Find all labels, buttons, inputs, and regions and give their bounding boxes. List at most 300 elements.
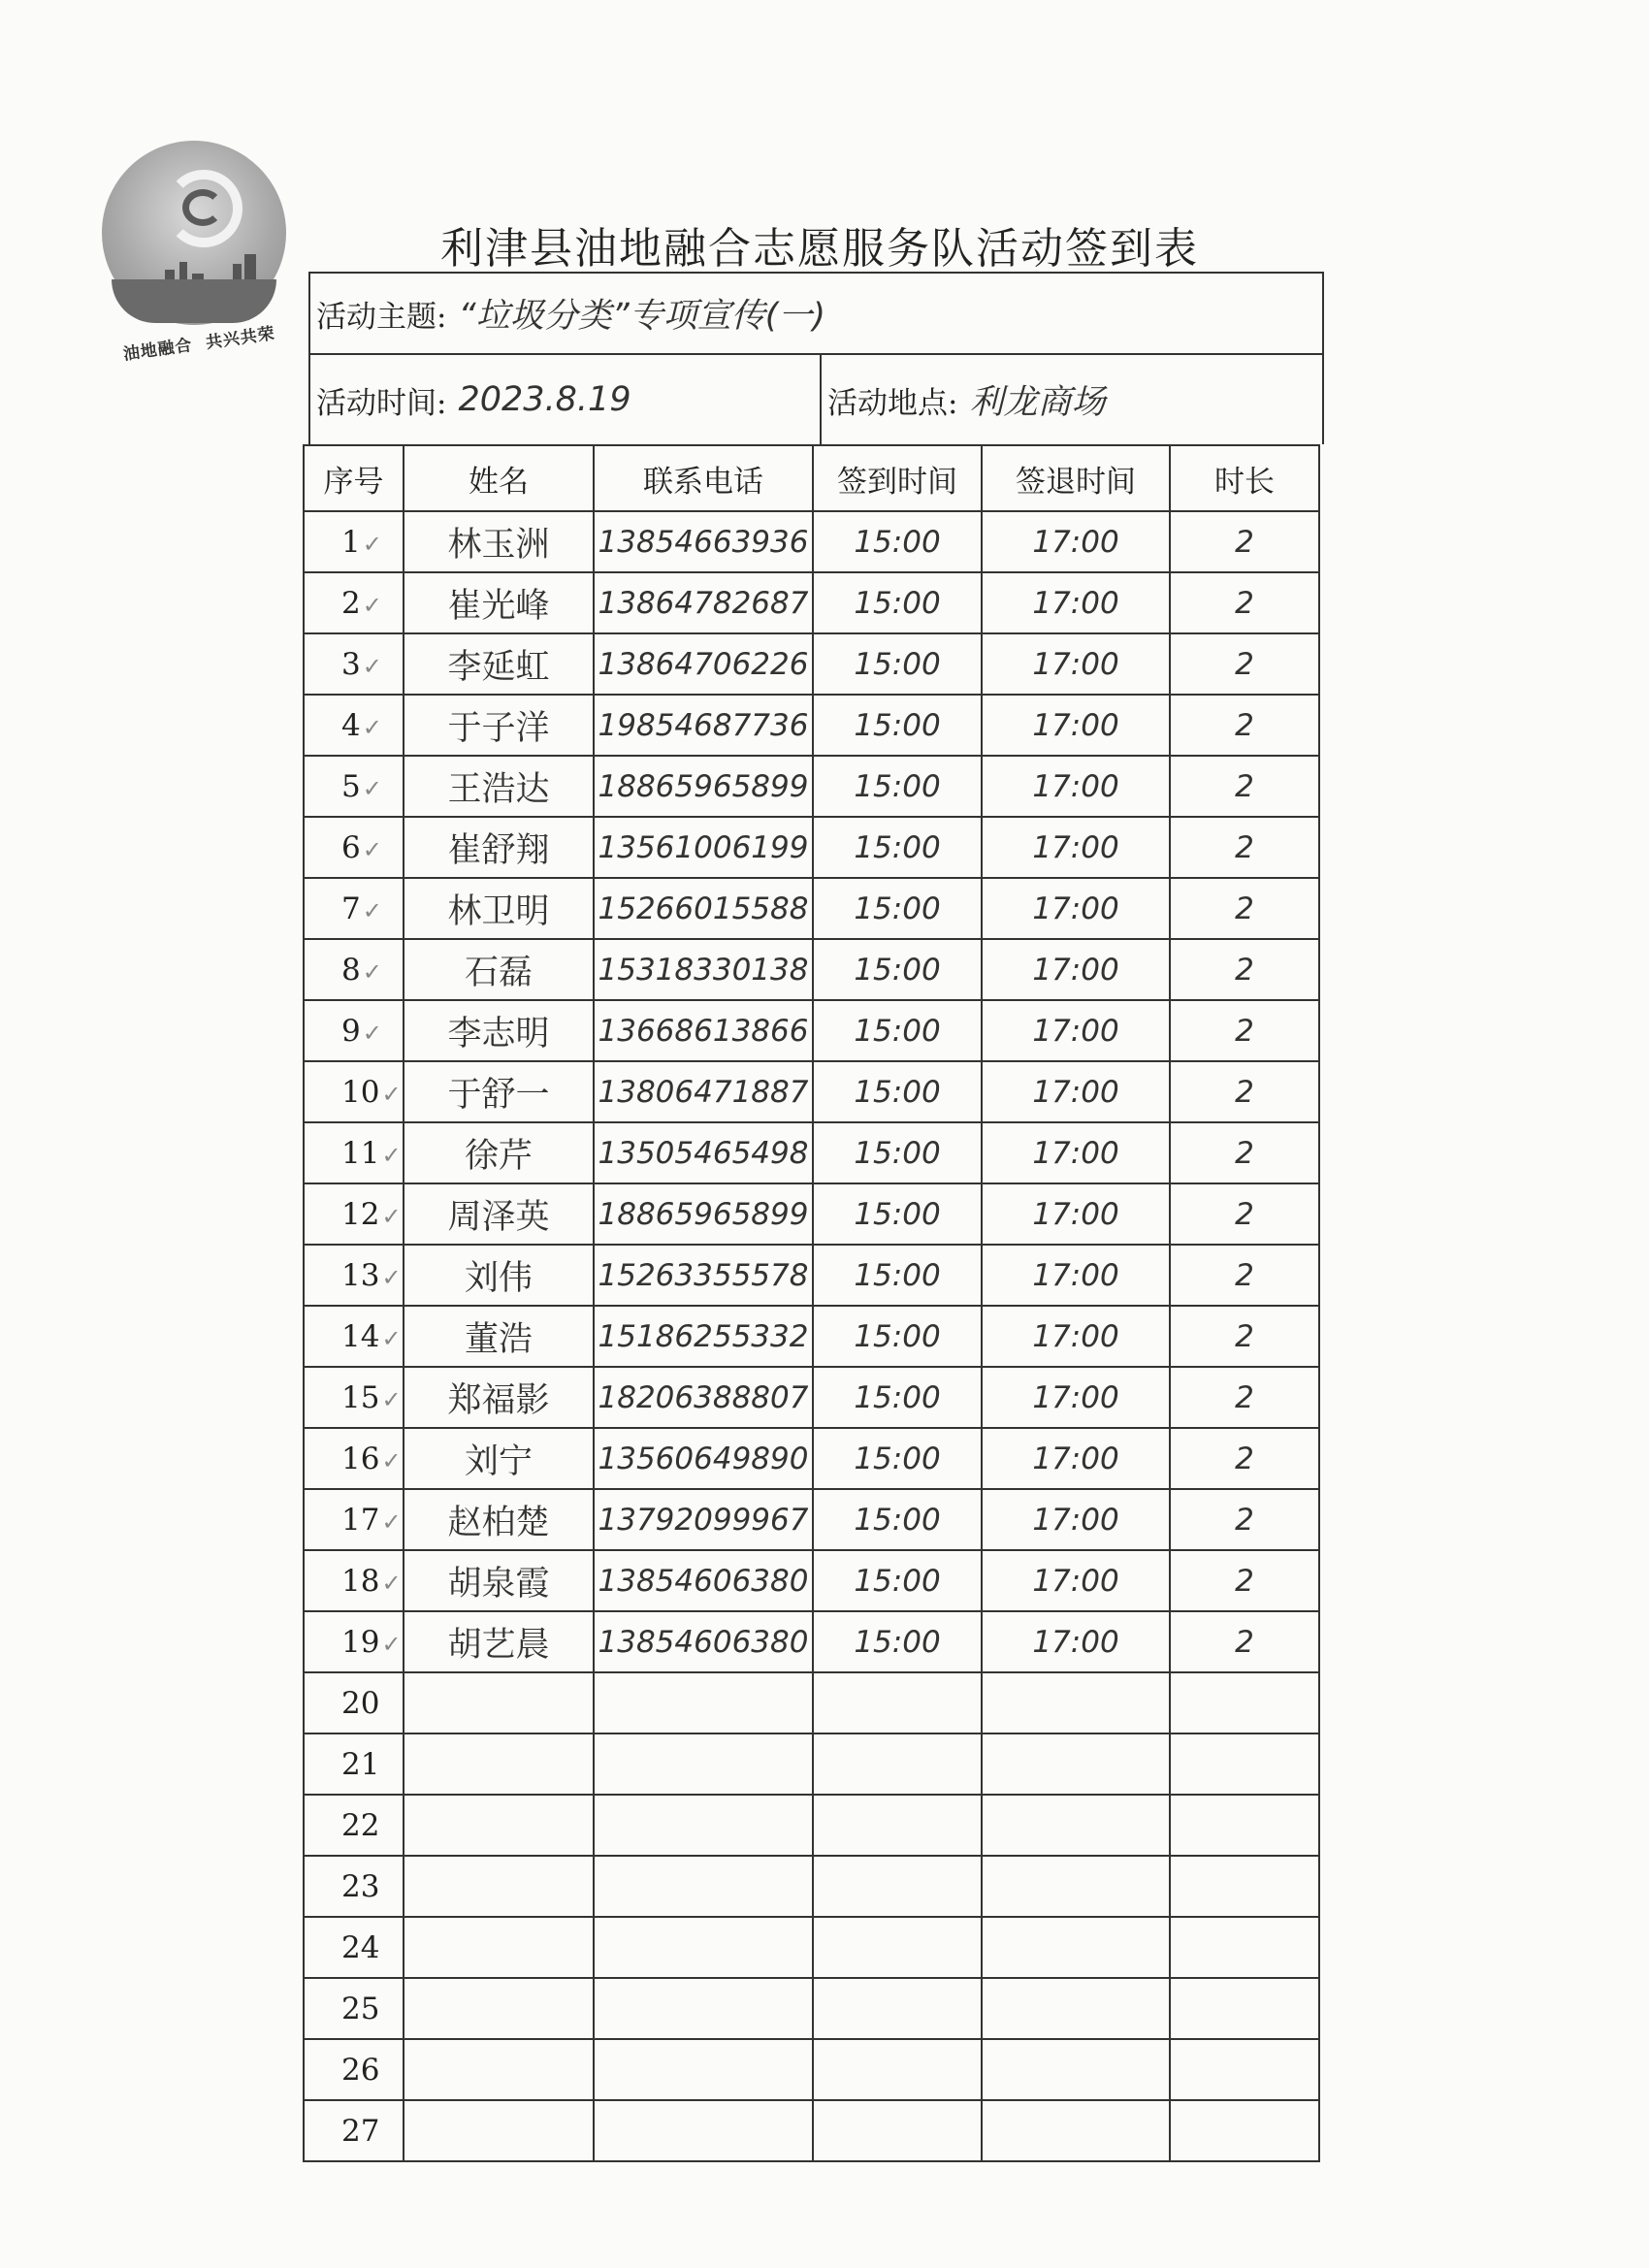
- row-index: [304, 572, 404, 633]
- row-sign-out-time-text: 17:00: [1032, 585, 1119, 621]
- row-sign-out-time-text: 17:00: [1032, 1379, 1119, 1415]
- table-row: [304, 1000, 1319, 1061]
- table-row: [304, 1733, 1319, 1795]
- row-name: [404, 572, 594, 633]
- header-duration: 时长: [1170, 445, 1319, 511]
- table-row: [304, 2039, 1319, 2100]
- row-name-text: 郑福影: [447, 1380, 550, 1420]
- row-phone: [594, 633, 813, 695]
- row-name: [404, 633, 594, 695]
- check-mark-icon: ✓: [381, 1385, 402, 1413]
- table-header-row: [304, 445, 1319, 511]
- row-index-text: 6: [341, 829, 361, 865]
- row-name: [404, 1856, 594, 1917]
- row-sign-out-time-text: 17:00: [1032, 1257, 1119, 1293]
- row-duration: [1170, 1367, 1319, 1428]
- row-phone-text: 18206388807: [598, 1379, 809, 1415]
- row-sign-in-time: [813, 1550, 982, 1611]
- row-index-text: 18: [341, 1563, 380, 1599]
- row-name: [404, 1245, 594, 1306]
- row-name: [404, 1122, 594, 1183]
- row-name: [404, 1306, 594, 1367]
- row-duration-text: 2: [1235, 646, 1254, 682]
- row-index: [304, 1550, 404, 1611]
- row-sign-in-time-text: 15:00: [854, 1563, 941, 1599]
- row-index-text: 2: [341, 585, 361, 621]
- row-sign-out-time: [982, 1367, 1170, 1428]
- row-index-text: 24: [341, 1929, 380, 1965]
- header-index: 序号: [304, 445, 404, 511]
- row-name-text: 赵柏楚: [447, 1503, 550, 1542]
- table-row: [304, 2100, 1319, 2161]
- row-sign-in-time-text: 15:00: [854, 707, 941, 743]
- activity-place-cell: [822, 355, 1322, 444]
- row-duration: [1170, 1183, 1319, 1245]
- row-index-text: 22: [341, 1807, 380, 1843]
- row-duration-text: 2: [1235, 768, 1254, 804]
- row-name-text: 王浩达: [447, 769, 550, 809]
- row-duration-text: 2: [1235, 1013, 1254, 1049]
- check-mark-icon: ✓: [362, 774, 382, 802]
- row-name: [404, 511, 594, 572]
- row-duration: [1170, 817, 1319, 878]
- row-phone: [594, 1856, 813, 1917]
- row-sign-out-time-text: 17:00: [1032, 1013, 1119, 1049]
- row-sign-out-time-text: 17:00: [1032, 1318, 1119, 1354]
- row-index-text: 3: [341, 646, 361, 682]
- row-sign-in-time: [813, 817, 982, 878]
- row-index-text: 12: [341, 1196, 380, 1232]
- row-sign-in-time: [813, 1489, 982, 1550]
- row-duration: [1170, 939, 1319, 1000]
- activity-theme-row: [310, 274, 1322, 355]
- row-sign-out-time-text: 17:00: [1032, 891, 1119, 926]
- table-row: [304, 1489, 1319, 1550]
- row-phone-text: 15263355578: [598, 1257, 809, 1293]
- table-row: [304, 1306, 1319, 1367]
- row-sign-out-time-text: 17:00: [1032, 1563, 1119, 1599]
- row-name: [404, 1978, 594, 2039]
- row-sign-in-time: [813, 878, 982, 939]
- row-phone: [594, 1978, 813, 2039]
- row-index-text: 20: [341, 1685, 380, 1721]
- row-duration: [1170, 633, 1319, 695]
- row-duration: [1170, 1000, 1319, 1061]
- row-name-text: 胡艺晨: [447, 1625, 550, 1665]
- theme-value: “垃圾分类”专项宣传(一): [458, 297, 826, 336]
- row-phone: [594, 1367, 813, 1428]
- row-index-text: 19: [341, 1624, 380, 1660]
- check-mark-icon: ✓: [381, 1446, 402, 1474]
- row-sign-in-time-text: 15:00: [854, 1441, 941, 1476]
- row-duration-text: 2: [1235, 1074, 1254, 1110]
- row-duration: [1170, 1061, 1319, 1122]
- row-sign-in-time-text: 15:00: [854, 1318, 941, 1354]
- row-sign-out-time: [982, 1306, 1170, 1367]
- row-name-text: 刘伟: [464, 1258, 533, 1298]
- row-phone-text: 13864782687: [598, 585, 809, 621]
- row-name-text: 刘宁: [464, 1442, 533, 1481]
- theme-label: 活动主题:: [316, 299, 447, 335]
- row-phone-text: 13854606380: [598, 1624, 809, 1660]
- row-index: [304, 878, 404, 939]
- row-sign-in-time: [813, 1183, 982, 1245]
- row-sign-out-time: [982, 1061, 1170, 1122]
- table-row: [304, 1550, 1319, 1611]
- row-sign-in-time: [813, 1917, 982, 1978]
- row-name: [404, 1917, 594, 1978]
- check-mark-icon: ✓: [362, 957, 382, 986]
- attendance-table: [303, 444, 1320, 2162]
- row-index: [304, 756, 404, 817]
- check-mark-icon: ✓: [381, 1202, 402, 1230]
- row-index: [304, 1428, 404, 1489]
- check-mark-icon: ✓: [362, 835, 382, 863]
- row-sign-in-time: [813, 1000, 982, 1061]
- row-phone-text: 19854687736: [598, 707, 809, 743]
- table-row: [304, 1795, 1319, 1856]
- row-duration-text: 2: [1235, 1135, 1254, 1171]
- row-name: [404, 1733, 594, 1795]
- row-sign-in-time-text: 15:00: [854, 768, 941, 804]
- row-index: [304, 2039, 404, 2100]
- row-sign-in-time-text: 15:00: [854, 1196, 941, 1232]
- check-mark-icon: ✓: [381, 1263, 402, 1291]
- row-phone: [594, 1061, 813, 1122]
- table-row: [304, 511, 1319, 572]
- row-sign-out-time: [982, 756, 1170, 817]
- row-duration: [1170, 878, 1319, 939]
- row-name: [404, 878, 594, 939]
- activity-meta-row: [310, 355, 1322, 444]
- row-sign-out-time: [982, 1978, 1170, 2039]
- row-duration: [1170, 1245, 1319, 1306]
- row-name-text: 于子洋: [447, 708, 550, 748]
- row-index-text: 10: [341, 1074, 380, 1110]
- row-phone-text: 13854606380: [598, 1563, 809, 1599]
- row-sign-out-time: [982, 1672, 1170, 1733]
- row-sign-out-time: [982, 1550, 1170, 1611]
- row-phone: [594, 1000, 813, 1061]
- row-index-text: 21: [341, 1746, 380, 1782]
- row-duration: [1170, 2039, 1319, 2100]
- row-sign-in-time-text: 15:00: [854, 646, 941, 682]
- row-sign-out-time-text: 17:00: [1032, 524, 1119, 560]
- activity-info-box: [308, 272, 1324, 444]
- row-phone: [594, 1733, 813, 1795]
- row-sign-in-time: [813, 1611, 982, 1672]
- row-index-text: 8: [341, 952, 361, 988]
- row-duration: [1170, 1428, 1319, 1489]
- check-mark-icon: ✓: [381, 1080, 402, 1108]
- row-phone-text: 18865965899: [598, 1196, 809, 1232]
- row-name-text: 董浩: [464, 1319, 533, 1359]
- row-name: [404, 1489, 594, 1550]
- row-sign-in-time-text: 15:00: [854, 1502, 941, 1538]
- row-index: [304, 1978, 404, 2039]
- row-duration: [1170, 695, 1319, 756]
- row-sign-out-time-text: 17:00: [1032, 707, 1119, 743]
- row-sign-in-time-text: 15:00: [854, 1379, 941, 1415]
- row-name: [404, 1367, 594, 1428]
- row-name: [404, 695, 594, 756]
- row-name-text: 崔光峰: [447, 586, 550, 626]
- row-duration: [1170, 1306, 1319, 1367]
- row-phone: [594, 756, 813, 817]
- row-name-text: 李志明: [447, 1014, 550, 1053]
- row-index: [304, 1183, 404, 1245]
- row-index: [304, 1245, 404, 1306]
- row-sign-out-time-text: 17:00: [1032, 1074, 1119, 1110]
- row-index-text: 16: [341, 1441, 380, 1476]
- table-row: [304, 1183, 1319, 1245]
- row-sign-in-time: [813, 572, 982, 633]
- row-sign-in-time: [813, 1978, 982, 2039]
- row-index-text: 23: [341, 1868, 380, 1904]
- row-sign-in-time: [813, 1367, 982, 1428]
- row-sign-in-time: [813, 511, 982, 572]
- row-index: [304, 511, 404, 572]
- row-sign-out-time: [982, 939, 1170, 1000]
- row-index-text: 4: [341, 707, 361, 743]
- page-title: 利津县油地融合志愿服务队活动签到表: [440, 224, 1199, 274]
- row-phone: [594, 1795, 813, 1856]
- check-mark-icon: ✓: [362, 896, 382, 924]
- row-sign-in-time-text: 15:00: [854, 585, 941, 621]
- row-sign-in-time-text: 15:00: [854, 524, 941, 560]
- row-phone: [594, 817, 813, 878]
- row-duration: [1170, 1917, 1319, 1978]
- row-sign-out-time: [982, 1611, 1170, 1672]
- row-sign-in-time: [813, 939, 982, 1000]
- row-phone: [594, 1306, 813, 1367]
- row-index: [304, 1061, 404, 1122]
- row-index-text: 11: [341, 1135, 380, 1171]
- row-sign-in-time: [813, 1733, 982, 1795]
- check-mark-icon: ✓: [381, 1324, 402, 1352]
- check-mark-icon: ✓: [362, 713, 382, 741]
- table-row: [304, 1856, 1319, 1917]
- row-phone-text: 15186255332: [598, 1318, 809, 1354]
- row-phone: [594, 572, 813, 633]
- time-label: 活动时间:: [316, 385, 447, 421]
- row-sign-out-time: [982, 1245, 1170, 1306]
- table-row: [304, 1672, 1319, 1733]
- row-name-text: 石磊: [464, 953, 533, 992]
- row-sign-in-time-text: 15:00: [854, 1624, 941, 1660]
- row-index-text: 5: [341, 768, 361, 804]
- row-sign-out-time-text: 17:00: [1032, 646, 1119, 682]
- row-sign-out-time: [982, 1795, 1170, 1856]
- row-duration: [1170, 1856, 1319, 1917]
- row-sign-out-time: [982, 1489, 1170, 1550]
- row-sign-out-time-text: 17:00: [1032, 1502, 1119, 1538]
- row-phone: [594, 1672, 813, 1733]
- row-sign-out-time-text: 17:00: [1032, 1196, 1119, 1232]
- row-index: [304, 817, 404, 878]
- row-duration: [1170, 2100, 1319, 2161]
- row-sign-in-time: [813, 1795, 982, 1856]
- row-sign-out-time-text: 17:00: [1032, 952, 1119, 988]
- row-sign-in-time: [813, 1306, 982, 1367]
- row-sign-out-time: [982, 817, 1170, 878]
- row-duration-text: 2: [1235, 1257, 1254, 1293]
- table-row: [304, 1917, 1319, 1978]
- row-name-text: 徐芹: [464, 1136, 533, 1176]
- row-sign-in-time: [813, 2100, 982, 2161]
- table-row: [304, 1245, 1319, 1306]
- table-row: [304, 817, 1319, 878]
- row-sign-in-time: [813, 756, 982, 817]
- row-sign-out-time: [982, 878, 1170, 939]
- row-sign-out-time-text: 17:00: [1032, 1624, 1119, 1660]
- row-duration-text: 2: [1235, 891, 1254, 926]
- row-name: [404, 1550, 594, 1611]
- row-index: [304, 1489, 404, 1550]
- row-sign-out-time: [982, 695, 1170, 756]
- row-sign-out-time: [982, 1917, 1170, 1978]
- row-phone: [594, 878, 813, 939]
- table-row: [304, 939, 1319, 1000]
- row-index: [304, 1917, 404, 1978]
- time-value: 2023.8.19: [458, 380, 631, 419]
- check-mark-icon: ✓: [362, 652, 382, 680]
- row-duration-text: 2: [1235, 1624, 1254, 1660]
- place-label: 活动地点:: [827, 385, 958, 421]
- row-phone-text: 13854663936: [598, 524, 809, 560]
- row-phone-text: 15266015588: [598, 891, 809, 926]
- row-sign-in-time-text: 15:00: [854, 1135, 941, 1171]
- row-index-text: 14: [341, 1318, 380, 1354]
- row-sign-in-time-text: 15:00: [854, 829, 941, 865]
- table-row: [304, 1367, 1319, 1428]
- row-index: [304, 1733, 404, 1795]
- row-name: [404, 2100, 594, 2161]
- row-index: [304, 939, 404, 1000]
- header-name: 姓名: [404, 445, 594, 511]
- row-duration: [1170, 1978, 1319, 2039]
- row-name: [404, 817, 594, 878]
- row-index: [304, 1367, 404, 1428]
- row-phone: [594, 511, 813, 572]
- row-sign-in-time: [813, 1122, 982, 1183]
- row-sign-in-time: [813, 1061, 982, 1122]
- row-index: [304, 1122, 404, 1183]
- row-index: [304, 1306, 404, 1367]
- row-index-text: 17: [341, 1502, 380, 1538]
- row-index-text: 26: [341, 2052, 380, 2088]
- row-phone: [594, 1245, 813, 1306]
- row-duration: [1170, 1733, 1319, 1795]
- row-sign-in-time: [813, 1856, 982, 1917]
- row-sign-out-time: [982, 1122, 1170, 1183]
- row-name: [404, 756, 594, 817]
- row-duration-text: 2: [1235, 1196, 1254, 1232]
- row-duration: [1170, 1611, 1319, 1672]
- row-phone: [594, 1183, 813, 1245]
- row-sign-out-time: [982, 1428, 1170, 1489]
- logo-wave: [112, 279, 276, 323]
- row-phone: [594, 1550, 813, 1611]
- row-name-text: 林卫明: [447, 891, 550, 931]
- row-name: [404, 1000, 594, 1061]
- check-mark-icon: ✓: [362, 591, 382, 619]
- row-phone: [594, 1611, 813, 1672]
- row-sign-out-time-text: 17:00: [1032, 1441, 1119, 1476]
- row-index-text: 7: [341, 891, 361, 926]
- row-index: [304, 1611, 404, 1672]
- row-phone: [594, 1428, 813, 1489]
- row-index-text: 27: [341, 2113, 380, 2149]
- row-phone-text: 15318330138: [598, 952, 809, 988]
- row-duration-text: 2: [1235, 1563, 1254, 1599]
- row-name-text: 崔舒翔: [447, 830, 550, 870]
- check-mark-icon: ✓: [381, 1507, 402, 1536]
- row-name: [404, 1672, 594, 1733]
- row-sign-out-time: [982, 1733, 1170, 1795]
- row-name: [404, 1428, 594, 1489]
- table-row: [304, 756, 1319, 817]
- row-duration-text: 2: [1235, 524, 1254, 560]
- row-sign-out-time: [982, 2100, 1170, 2161]
- row-duration: [1170, 1489, 1319, 1550]
- row-sign-in-time-text: 15:00: [854, 952, 941, 988]
- row-index: [304, 1000, 404, 1061]
- row-name: [404, 2039, 594, 2100]
- table-row: [304, 633, 1319, 695]
- row-index: [304, 633, 404, 695]
- row-duration: [1170, 1550, 1319, 1611]
- row-sign-in-time-text: 15:00: [854, 1013, 941, 1049]
- check-mark-icon: ✓: [381, 1141, 402, 1169]
- row-index-text: 1: [341, 524, 361, 560]
- place-value: 利龙商场: [969, 383, 1106, 422]
- row-sign-out-time: [982, 1856, 1170, 1917]
- row-sign-out-time: [982, 1000, 1170, 1061]
- table-row: [304, 1061, 1319, 1122]
- row-name-text: 胡泉霞: [447, 1564, 550, 1604]
- table-row: [304, 695, 1319, 756]
- row-sign-in-time: [813, 1428, 982, 1489]
- row-index: [304, 2100, 404, 2161]
- row-sign-in-time: [813, 2039, 982, 2100]
- row-phone-text: 13560649890: [598, 1441, 809, 1476]
- row-phone-text: 13792099967: [598, 1502, 809, 1538]
- row-phone: [594, 1122, 813, 1183]
- row-sign-out-time: [982, 572, 1170, 633]
- row-index: [304, 1672, 404, 1733]
- row-duration: [1170, 572, 1319, 633]
- table-row: [304, 1122, 1319, 1183]
- row-sign-in-time: [813, 1672, 982, 1733]
- table-row: [304, 878, 1319, 939]
- row-name-text: 李延虹: [447, 647, 550, 687]
- header-sign-out: 签退时间: [982, 445, 1170, 511]
- check-mark-icon: ✓: [362, 1019, 382, 1047]
- row-duration-text: 2: [1235, 1502, 1254, 1538]
- table-row: [304, 1428, 1319, 1489]
- row-index-text: 15: [341, 1379, 380, 1415]
- row-phone: [594, 1917, 813, 1978]
- logo-swirl-inner: [182, 189, 223, 226]
- row-index-text: 25: [341, 1991, 380, 2026]
- row-index: [304, 695, 404, 756]
- row-sign-in-time: [813, 695, 982, 756]
- check-mark-icon: ✓: [362, 530, 382, 558]
- row-sign-out-time-text: 17:00: [1032, 768, 1119, 804]
- table-row: [304, 572, 1319, 633]
- row-phone: [594, 1489, 813, 1550]
